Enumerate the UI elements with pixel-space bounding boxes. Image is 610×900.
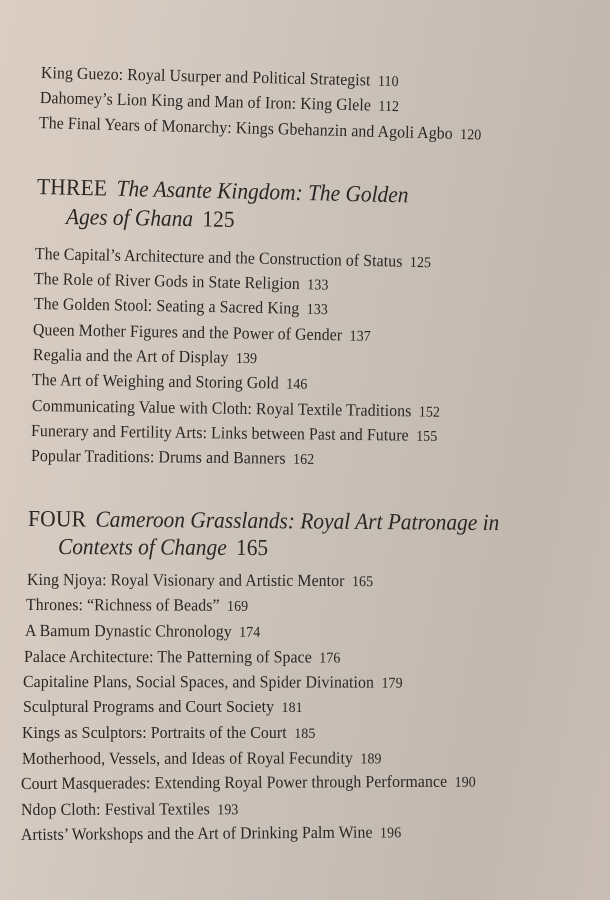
chapter-heading-three-cont <box>66 204 235 233</box>
entry-page: 133 <box>306 301 329 319</box>
entry-page: 120 <box>459 127 482 144</box>
entry-page: 139 <box>235 350 258 368</box>
entry-page: 185 <box>294 726 316 742</box>
entry-page: 181 <box>281 700 303 716</box>
entry-page: 110 <box>377 73 399 91</box>
chapter-title-line1: The Asante Kingdom: The Golden <box>116 175 409 208</box>
entry-title: A Bamum Dynastic Chronology <box>24 621 232 641</box>
entry-title: Popular Traditions: Drums and Banners <box>30 446 286 468</box>
chapter-page: 125 <box>202 206 235 232</box>
entry-page: 133 <box>307 277 329 294</box>
chapter-title-line2: Ages of Ghana <box>65 204 194 232</box>
entry-title: Communicating Value with Cloth: Royal Textile Traditions <box>31 396 412 421</box>
entry-page: 125 <box>409 254 432 272</box>
chapter-page: 165 <box>235 534 269 561</box>
entry-page: 146 <box>286 376 308 393</box>
chapter-title-line1: Cameroon Grasslands: Royal Art Patronage in <box>95 506 500 536</box>
toc-entry <box>22 748 382 770</box>
entry-title: Motherhood, Vessels, and Ideas of Royal Fecundity <box>21 748 353 768</box>
entry-title: The Final Years of Monarchy: Kings Gbehanzin and Agoli Agbo <box>38 113 453 143</box>
toc-entry <box>26 595 248 617</box>
entry-title: The Art of Weighing and Storing Gold <box>31 370 279 393</box>
toc-entry <box>32 370 308 395</box>
chapter-number: FOUR <box>27 506 87 532</box>
entry-page: 179 <box>381 675 403 692</box>
toc-entry <box>33 320 371 347</box>
entry-page: 162 <box>292 451 315 468</box>
entry-page: 193 <box>217 802 239 819</box>
toc-entry <box>33 345 257 369</box>
toc-entry <box>21 822 401 846</box>
entry-title: Dahomey’s Lion King and Man of Iron: King Glele <box>39 88 372 115</box>
entry-page: 189 <box>360 751 382 768</box>
entry-title: King Njoya: Royal Visionary and Artistic Mentor <box>26 570 345 591</box>
toc-entry <box>24 647 341 669</box>
entry-title: Queen Mother Figures and the Power of Gender <box>32 320 343 345</box>
entry-page: 196 <box>379 825 402 842</box>
entry-page: 176 <box>319 650 341 667</box>
chapter-number: THREE <box>36 174 108 201</box>
entry-page: 169 <box>227 598 249 615</box>
toc-entry <box>22 723 315 744</box>
entry-title: The Capital’s Architecture and the Construction of Status <box>34 244 403 271</box>
entry-title: The Role of River Gods in State Religion <box>33 269 301 294</box>
entry-title: Palace Architecture: The Patterning of Space <box>23 647 312 667</box>
entry-title: The Golden Stool: Seating a Sacred King <box>33 294 300 318</box>
toc-entry <box>35 244 432 273</box>
entry-page: 165 <box>351 574 374 591</box>
toc-entry <box>32 396 440 423</box>
entry-title: Funerary and Fertility Arts: Links between Past and Future <box>30 421 409 445</box>
entry-title: Court Masquerades: Extending Royal Power through Performance <box>20 771 448 793</box>
entry-page: 137 <box>349 328 371 345</box>
chapter-title-line2: Contexts of Change <box>57 534 227 560</box>
toc-entry <box>27 570 373 592</box>
entry-title: Sculptural Programs and Court Society <box>23 697 275 716</box>
toc-entry <box>34 294 328 320</box>
entry-page: 155 <box>416 428 438 445</box>
entry-page: 112 <box>378 98 400 116</box>
chapter-heading-three <box>37 174 409 208</box>
entry-page: 174 <box>239 624 261 641</box>
entry-title: King Guezo: Royal Usurper and Political Strategist <box>40 63 371 90</box>
entry-title: Capitaline Plans, Social Spaces, and Spider Divination <box>22 672 375 692</box>
toc-entry <box>31 421 438 447</box>
entry-title: Thrones: “Richness of Beads” <box>25 595 220 615</box>
chapter-heading-four <box>28 506 500 536</box>
entry-title: Artists’ Workshops and the Art of Drinking Palm Wine <box>20 822 373 844</box>
toc-entry <box>21 772 476 795</box>
toc-entry <box>34 269 329 296</box>
chapter-heading-four-cont <box>58 534 268 561</box>
toc-entry <box>31 446 315 470</box>
toc-entry <box>41 63 399 92</box>
entry-page: 152 <box>418 404 441 421</box>
entry-page: 190 <box>454 774 476 791</box>
toc-entry <box>23 672 403 694</box>
toc-entry <box>40 88 400 117</box>
entry-title: Regalia and the Art of Display <box>32 345 229 367</box>
toc-entry <box>21 799 239 821</box>
toc-entry <box>25 621 260 643</box>
entry-title: Kings as Sculptors: Portraits of the Court <box>22 723 287 742</box>
toc-entry <box>39 113 482 146</box>
toc-entry <box>23 697 303 718</box>
entry-title: Ndop Cloth: Festival Textiles <box>20 799 210 819</box>
